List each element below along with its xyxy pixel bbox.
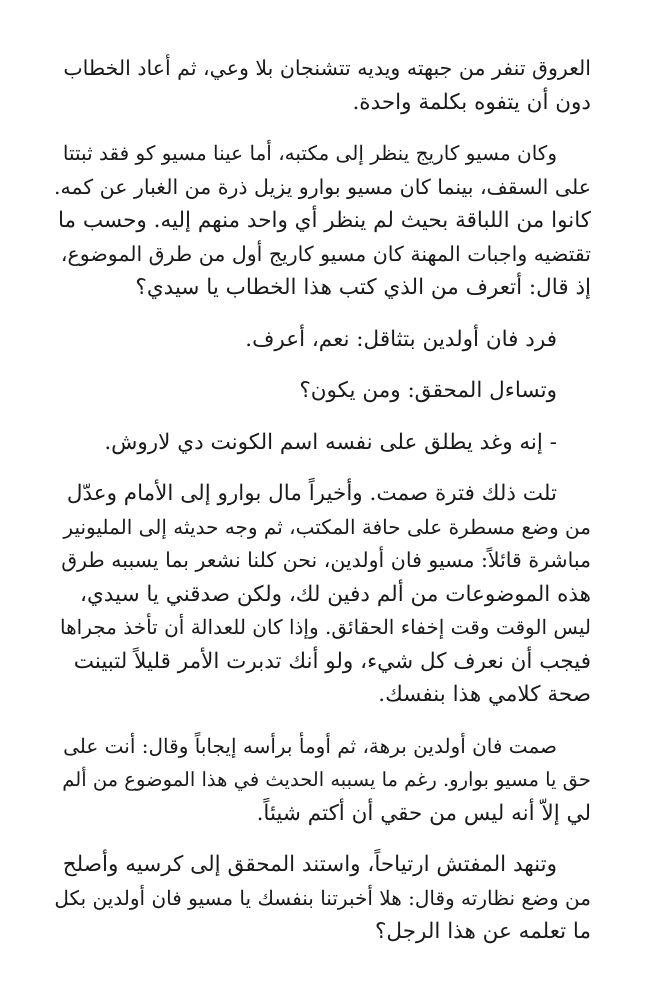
text-line: دون أن يتفوه بكلمة واحدة.: [352, 89, 591, 115]
text-line: صمت فان أولدين برهة، ثم أومأ برأسه إيجاباً وقال: أنت على: [63, 733, 557, 758]
paragraph-2: [55, 137, 591, 305]
text-line: حق يا مسيو بوارو. رغم ما يسببه الحديث في هذا الموضوع من ألم: [62, 768, 591, 791]
text-line: تقتضيه واجبات المهنة كان مسيو كاريج أول من طرق الموضوع،: [60, 241, 591, 266]
paragraph-4: [55, 730, 591, 831]
text-line: العروق تنفر من جبهته ويديه تتشنجان بلا وعي، ثم أعاد الخطاب: [63, 56, 591, 80]
text-line: لي إلاّ أنه ليس من حقي أن أكتم شيئاً.: [256, 800, 591, 826]
text-line: ليس الوقت وقت إخفاء الحقائق. وإذا كان للعدالة أن تأخذ مجراها: [60, 615, 591, 639]
text-line: إذ قال: أتعرف من الذي كتب هذا الخطاب يا سيدي؟: [135, 275, 591, 300]
paragraph-5: [55, 848, 591, 949]
text-line: على السقف، بينما كان مسيو بوارو يزيل ذرة من الغبار عن كمه.: [53, 174, 591, 199]
text-line: مباشرة قائلاً: مسيو فان أولدين، نحن كلنا نشعر بما يسببه طرق: [61, 548, 591, 572]
text-line: تلت ذلك فترة صمت. وأخيراً مال بوارو إلى الأمام وعدّل: [66, 481, 557, 506]
text-line: فيجب أن نعرف كل شيء، ولو أنك تدبرت الأمر قليلاً لتبينت: [73, 648, 591, 674]
paragraph-1: [55, 52, 591, 119]
text-line: ما تعلمه عن هذا الرجل؟: [375, 919, 591, 944]
paragraph-3: [55, 477, 591, 712]
text-line: وتنهد المفتش ارتياحاً، واستند المحقق إلى كرسيه وأصلح: [62, 852, 557, 877]
text-line: من وضع نظارته وقال: هلا أخبرتنا بنفسك يا مسيو فان أولدين بكل: [54, 885, 591, 910]
text-line: وكان مسيو كاريج ينظر إلى مكتبه، أما عينا مسيو كو فقد ثبتتا: [62, 141, 557, 165]
text-line: من وضع مسطرة على حافة المكتب، ثم وجه حديثه إلى المليونير: [63, 514, 591, 539]
dialogue-line-2: وتساءل المحقق: ومن يكون؟: [299, 378, 557, 403]
dialogue-line-3: - إنه وغد يطلق على نفسه اسم الكونت دي لاروش.: [104, 429, 557, 455]
dialogue-line-1: فرد فان أولدين بتثاقل: نعم، أعرف.: [245, 326, 557, 352]
text-line: صحة كلامي هذا بنفسك.: [378, 682, 591, 707]
text-line: كانوا من اللباقة بحيث لم ينظر أي واحد منهم إليه. وحسب ما: [57, 208, 591, 233]
text-line: هذه الموضوعات من ألم دفين لك، ولكن صدقني يا سيدي،: [80, 581, 591, 607]
